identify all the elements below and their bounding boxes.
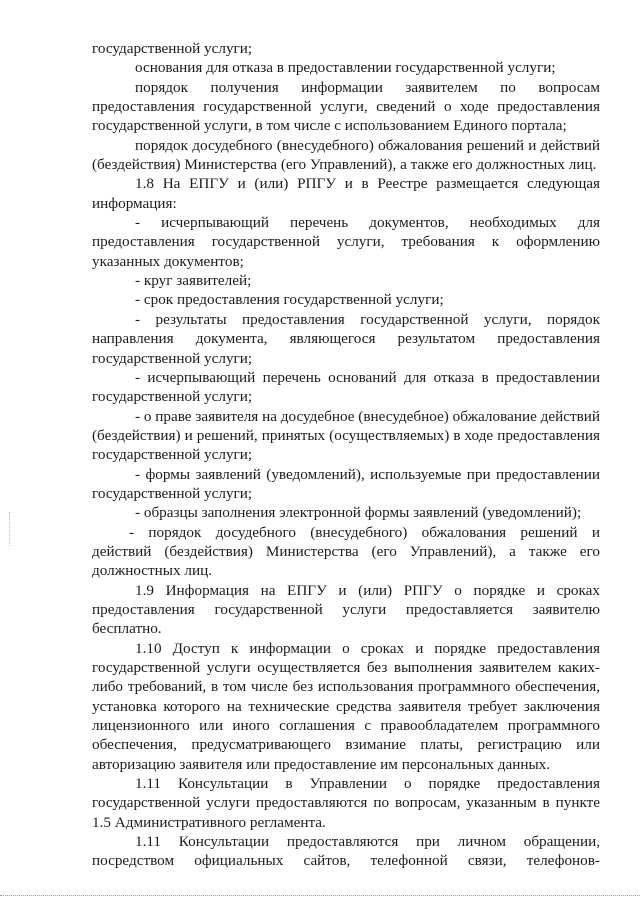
paragraph: 1.11 Консультации в Управлении о порядке предоставления государственной услуги предоставляются по вопросам, указанным в пункте 1.5 Административного регламента. — [92, 775, 600, 831]
document-text — [92, 39, 600, 871]
paragraph: 1.10 Доступ к информации о сроках и порядке предоставления государственной услуги осуществляется без выполнения заявителем каких-либо требований, в том числе без использования программного обеспечения, установка которого на технические средства заявителя требует заключения лицензионного или иного соглашения с правообладателем программного обеспечения, предусматривающего взимание платы, регистрацию или авторизацию заявителя или предоставление им персональных данных. — [92, 639, 600, 773]
paragraph: основания для отказа в предоставлении государственной услуги; — [135, 59, 556, 77]
list-item: - порядок досудебного (внесудебного) обжалования решений и действий (бездействия) Министерства (его Управлений), а также его должностных лиц. — [92, 523, 600, 580]
scan-bottom-edge — [0, 895, 640, 896]
list-item: - срок предоставления государственной услуги; — [135, 291, 444, 309]
list-item: - образцы заполнения электронной формы заявлений (уведомлений); — [135, 504, 582, 522]
paragraph: порядок досудебного (внесудебного) обжалования решений и действий (бездействия) Министерства (его Управлений), а также его должностных лиц. — [92, 136, 600, 174]
paragraph: государственной услуги; — [92, 40, 253, 57]
list-item: - формы заявлений (уведомлений), используемые при предоставлении государственной услуги; — [92, 465, 600, 502]
paragraph: 1.9 Информация на ЕПГУ и (или) РПГУ о порядке и сроках предоставления государственной услуги предоставляется заявителю бесплатно. — [92, 581, 600, 638]
list-item: - исчерпывающий перечень документов, необходимых для предоставления государственной услуги, требования к оформлению указанных документов; — [92, 214, 600, 270]
list-item: - круг заявителей; — [135, 272, 252, 290]
paragraph: 1.8 На ЕПГУ и (или) РПГУ и в Реестре размещается следующая информация: — [92, 175, 600, 212]
list-item: - о праве заявителя на досудебное (внесудебное) обжалование действий (бездействия) и решений, принятых (осуществляемых) в ходе предоставления государственной услуги; — [92, 407, 601, 464]
list-item: - результаты предоставления государственной услуги, порядок направления документа, являющегося результатом предоставления государственной услуги; — [92, 310, 600, 367]
paragraph: 1.11 Консультации предоставляются при личном обращении, посредством официальных сайтов, телефонной связи, телефонов- — [92, 833, 600, 870]
paragraph: порядок получения информации заявителем по вопросам предоставления государственной услуги, сведений о ходе предоставления государственной услуги, в том числе с использованием Единого портала; — [92, 78, 600, 135]
scan-margin-dots — [9, 512, 11, 546]
list-item: - исчерпывающий перечень оснований для отказа в предоставлении государственной услуги; — [92, 368, 600, 406]
